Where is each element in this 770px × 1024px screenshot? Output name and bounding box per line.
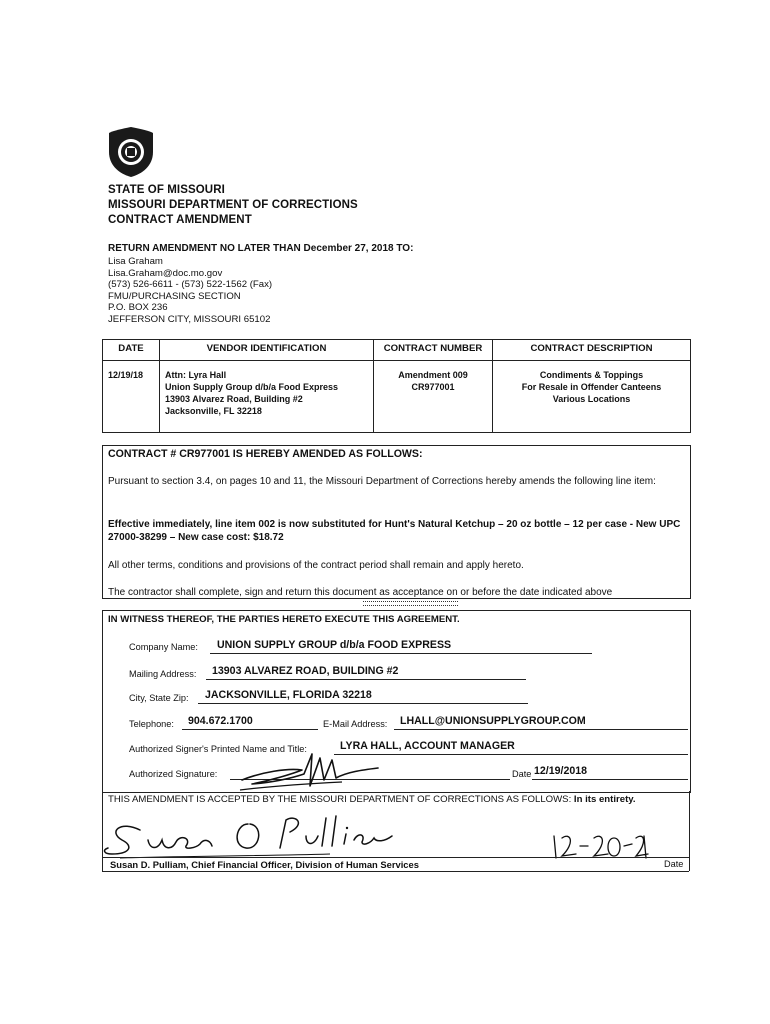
telephone-value: 904.672.1700 bbox=[188, 715, 253, 727]
state-heading: STATE OF MISSOURI bbox=[108, 184, 225, 196]
acceptance-scope: In its entirety. bbox=[573, 794, 636, 805]
return-address bbox=[108, 256, 272, 326]
amendment-paragraph-3: All other terms, conditions and provisions of the contract period shall remain and apply hereto. bbox=[108, 560, 524, 571]
description-line-3: Various Locations bbox=[552, 394, 631, 404]
return-section: FMU/PURCHASING SECTION bbox=[108, 290, 241, 302]
mailing-address-value: 13903 ALVAREZ ROAD, BUILDING #2 bbox=[212, 665, 399, 677]
signer-line bbox=[334, 754, 688, 755]
date-line bbox=[532, 779, 688, 780]
witness-box bbox=[102, 610, 691, 793]
return-phone: (573) 526-6611 - (573) 522-1562 (Fax) bbox=[108, 279, 273, 291]
vendor-street: 13903 Alvarez Road, Building #2 bbox=[165, 394, 303, 404]
amendment-paragraph-4: The contractor shall complete, sign and return this document as acceptance on or before the date indicated above bbox=[108, 587, 613, 598]
accepting-signer: Susan D. Pulliam, Chief Financial Officer, Division of Human Services bbox=[110, 859, 419, 870]
vendor-attn: Attn: Lyra Hall bbox=[165, 370, 227, 380]
witness-title: IN WITNESS THEREOF, THE PARTIES HERETO EXECUTE THIS AGREEMENT. bbox=[108, 614, 460, 625]
signer-value: LYRA HALL, ACCOUNT MANAGER bbox=[340, 740, 515, 752]
city-state-zip-line bbox=[198, 703, 528, 704]
col-contract-description: CONTRACT DESCRIPTION bbox=[493, 340, 691, 361]
vendor-name: Union Supply Group d/b/a Food Express bbox=[165, 382, 339, 392]
cell-description bbox=[493, 361, 691, 433]
missouri-doc-seal-icon bbox=[108, 126, 154, 178]
email-value: LHALL@UNIONSUPPLYGROUP.COM bbox=[400, 715, 586, 727]
company-name-line bbox=[210, 653, 592, 654]
dotted-divider bbox=[363, 601, 458, 606]
telephone-line bbox=[182, 729, 318, 730]
signature-label: Authorized Signature: bbox=[129, 769, 218, 779]
description-line-1: Condiments & Toppings bbox=[539, 370, 644, 380]
amendment-paragraph-1: Pursuant to section 3.4, on pages 10 and 11, the Missouri Department of Corrections hereby amends the following line item: bbox=[108, 476, 656, 487]
department-heading: MISSOURI DEPARTMENT OF CORRECTIONS bbox=[108, 199, 358, 211]
return-email: Lisa.Graham@doc.mo.gov bbox=[108, 267, 223, 279]
acceptance-date-label: Date bbox=[664, 859, 684, 869]
telephone-label: Telephone: bbox=[129, 719, 174, 729]
contract-number: CR977001 bbox=[411, 382, 455, 392]
col-vendor: VENDOR IDENTIFICATION bbox=[160, 340, 374, 361]
amendment-paragraph-2: Effective immediately, line item 002 is now substituted for Hunt's Natural Ketchup – 20 oz bottle – 12 per case - New UPC 27000-38299 – New case cost: $18.72 bbox=[108, 519, 681, 543]
cell-contract-number bbox=[374, 361, 493, 433]
return-po-box: P.O. BOX 236 bbox=[108, 302, 168, 314]
vendor-signature-icon bbox=[232, 750, 382, 796]
company-name-label: Company Name: bbox=[129, 642, 198, 652]
bottom-border bbox=[102, 871, 689, 872]
signer-label: Authorized Signer's Printed Name and Title: bbox=[129, 744, 307, 754]
email-line bbox=[394, 729, 688, 730]
col-date: DATE bbox=[103, 340, 160, 361]
mailing-address-label: Mailing Address: bbox=[129, 669, 197, 679]
amendment-title: CONTRACT # CR977001 IS HEREBY AMENDED AS FOLLOWS: bbox=[108, 448, 423, 460]
return-contact-name: Lisa Graham bbox=[108, 256, 163, 267]
dept-signature-icon bbox=[100, 810, 400, 862]
cell-date: 12/19/18 bbox=[103, 361, 160, 433]
acceptance-statement bbox=[108, 794, 636, 805]
email-label: E-Mail Address: bbox=[323, 719, 388, 729]
document-title: CONTRACT AMENDMENT bbox=[108, 214, 252, 226]
amendment-number: Amendment 009 bbox=[398, 370, 468, 380]
return-deadline: RETURN AMENDMENT NO LATER THAN December 27, 2018 TO: bbox=[108, 243, 414, 254]
vendor-city: Jacksonville, FL 32218 bbox=[165, 406, 262, 416]
vendor-table-header bbox=[103, 340, 691, 361]
return-city: JEFFERSON CITY, MISSOURI 65102 bbox=[108, 313, 271, 325]
right-border bbox=[689, 791, 690, 871]
mailing-address-line bbox=[206, 679, 526, 680]
date-value: 12/19/2018 bbox=[534, 765, 588, 777]
description-line-2: For Resale in Offender Canteens bbox=[521, 382, 662, 392]
vendor-table bbox=[102, 339, 691, 433]
table-row bbox=[103, 361, 691, 433]
city-state-zip-label: City, State Zip: bbox=[129, 693, 189, 703]
company-name-value: UNION SUPPLY GROUP d/b/a FOOD EXPRESS bbox=[217, 639, 452, 651]
city-state-zip-value: JACKSONVILLE, FLORIDA 32218 bbox=[205, 689, 372, 701]
cell-vendor bbox=[160, 361, 374, 433]
acceptance-signature-line bbox=[102, 857, 689, 858]
date-label: Date bbox=[512, 769, 532, 779]
col-contract-number: CONTRACT NUMBER bbox=[374, 340, 493, 361]
acceptance-text: THIS AMENDMENT IS ACCEPTED BY THE MISSOURI DEPARTMENT OF CORRECTIONS AS FOLLOWS: bbox=[108, 794, 572, 805]
